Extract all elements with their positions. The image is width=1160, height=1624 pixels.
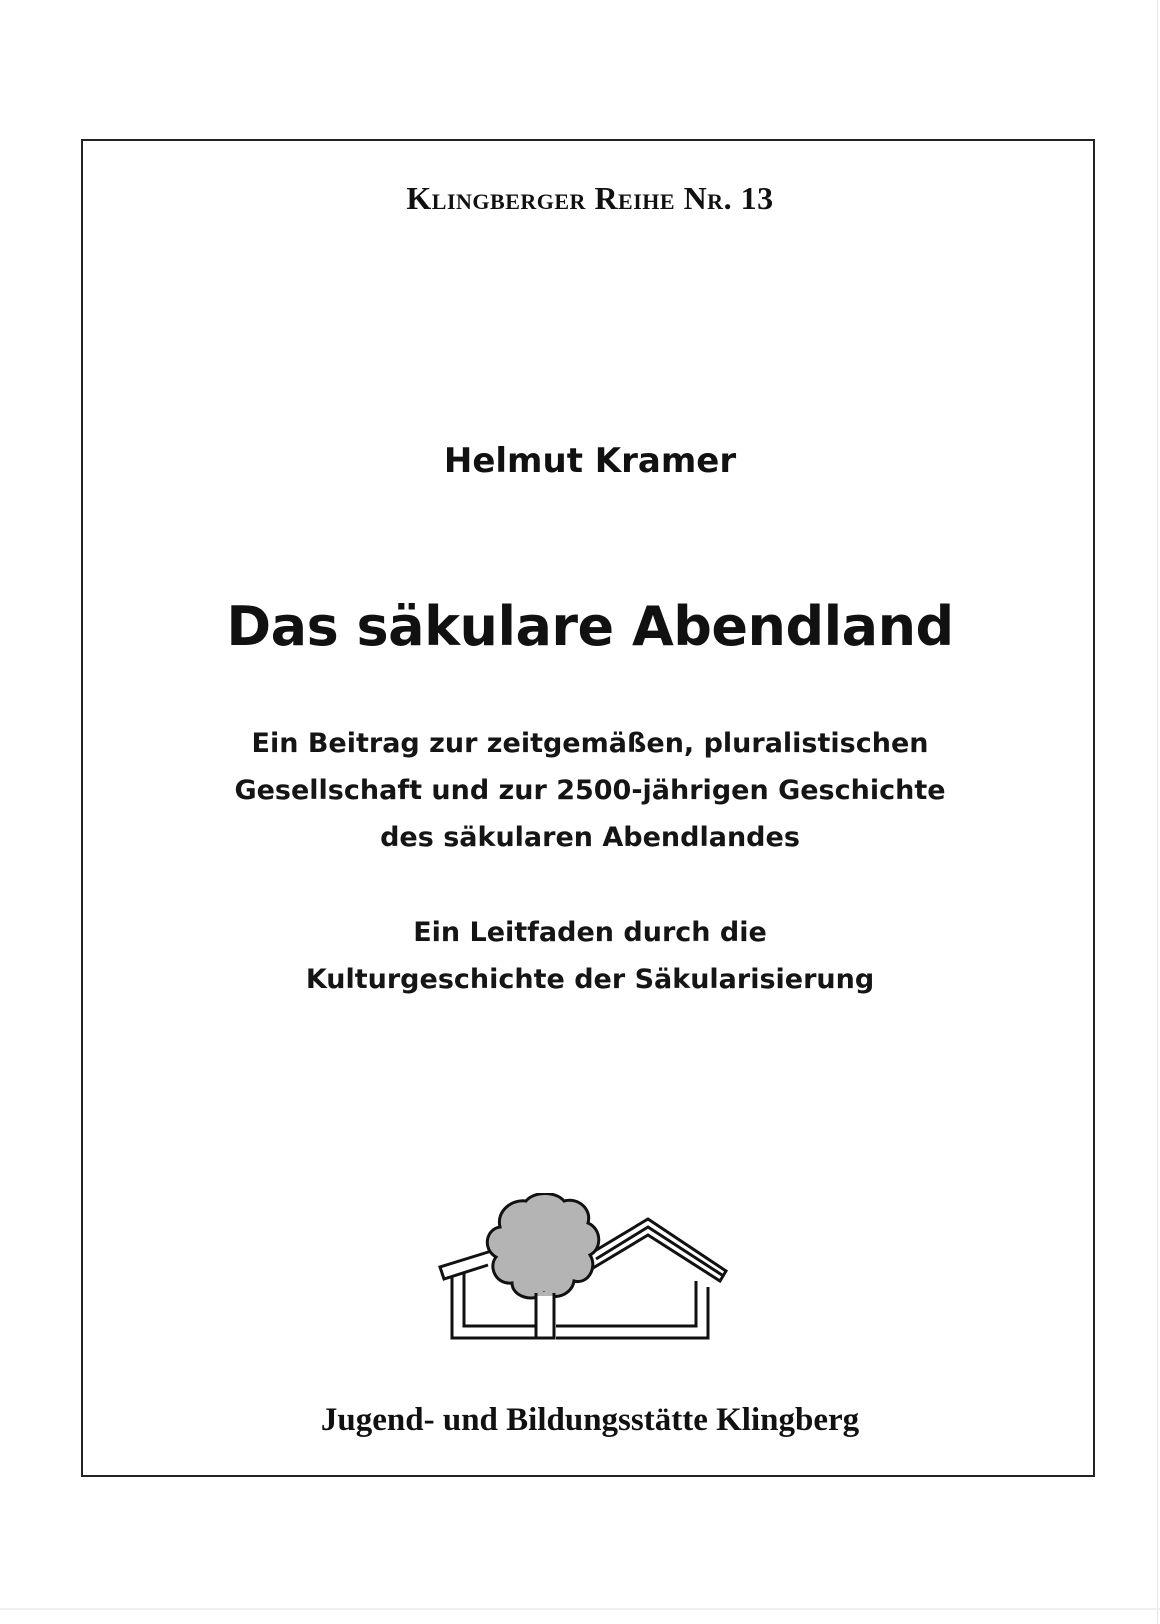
subtitle-line: Gesellschaft und zur 2500-jährigen Geschichte — [234, 775, 946, 806]
subtitle-block-2 — [0, 909, 1160, 1003]
house-with-tree-logo-icon — [438, 1193, 738, 1345]
subtitle-line: des säkularen Abendlandes — [380, 822, 800, 853]
subtitle-line: Ein Leitfaden durch die — [413, 917, 767, 948]
page-bottom-edge — [0, 1608, 1160, 1610]
subtitle-line: Ein Beitrag zur zeitgemäßen, pluralistischen — [251, 728, 929, 759]
series-title: Klingberger Reihe Nr. 13 — [406, 180, 774, 216]
book-title: Das säkulare Abendland — [226, 595, 954, 658]
author-name: Helmut Kramer — [443, 441, 737, 481]
subtitle-block-1 — [0, 720, 1160, 861]
subtitle-line: Kulturgeschichte der Säkularisierung — [305, 964, 875, 995]
publisher-name: Jugend- und Bildungsstätte Klingberg — [320, 1402, 860, 1438]
